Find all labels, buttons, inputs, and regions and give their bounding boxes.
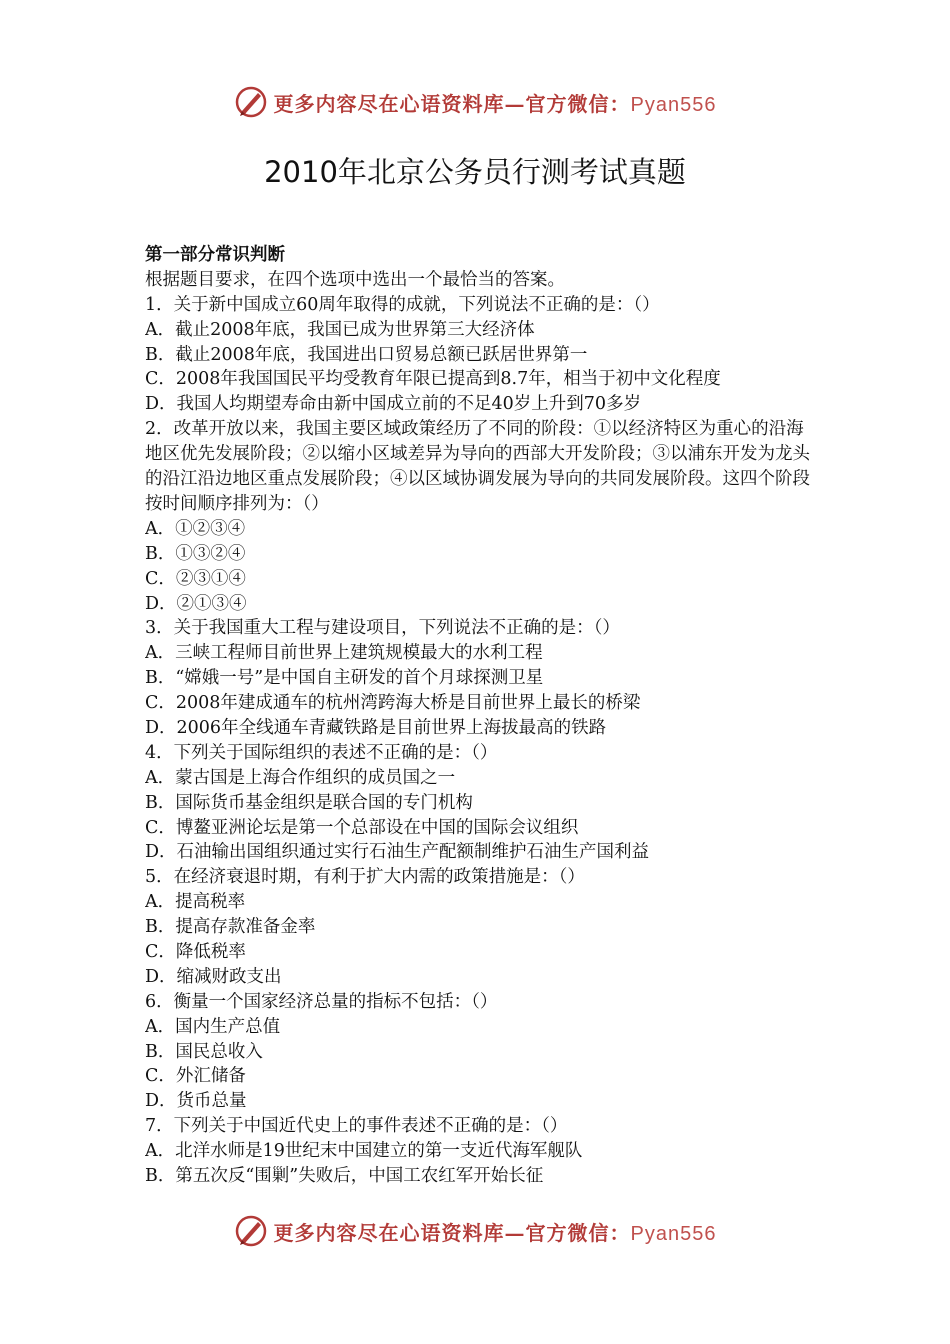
- option: C．2008年我国国民平均受教育年限已提高到8.7年，相当于初中文化程度: [145, 369, 721, 390]
- question-stem: 5．在经济衰退时期，有利于扩大内需的政策措施是：（）: [145, 867, 585, 888]
- option: C．降低税率: [145, 942, 246, 962]
- option: C．②③①④: [145, 568, 246, 589]
- option: D．货币总量: [145, 1091, 247, 1112]
- footer-banner: [0, 1211, 950, 1251]
- option: C．博鳌亚洲论坛是第一个总部设在中国的国际会议组织: [145, 817, 579, 838]
- banner-wechat-id: Pyan556: [630, 1222, 717, 1245]
- option: B．“嫦娥一号”是中国自主研发的首个月球探测卫星: [145, 668, 544, 689]
- page-title: 2010年北京公务员行测考试真题: [264, 155, 686, 189]
- question-stem: 7．下列关于中国近代史上的事件表述不正确的是：（）: [145, 1116, 568, 1137]
- question-6: [145, 990, 810, 1114]
- option: B．①③②④: [145, 543, 246, 564]
- section-heading: 第一部分常识判断: [145, 245, 285, 265]
- option: A．提高税率: [145, 892, 246, 913]
- option: A．①②③④: [145, 518, 246, 539]
- option: A．截止2008年底，我国已成为世界第三大经济体: [145, 319, 535, 340]
- option: A．三峡工程师目前世界上建筑规模最大的水利工程: [145, 643, 543, 664]
- option: B．截止2008年底，我国进出口贸易总额已跃居世界第一: [145, 344, 588, 365]
- banner-text: 更多内容尽在心语资料库—官方微信：Pyan556: [273, 1220, 717, 1245]
- option: B．第五次反“围剿”失败后，中国工农红军开始长征: [145, 1166, 544, 1187]
- banner-text: 更多内容尽在心语资料库—官方微信：Pyan556: [273, 91, 717, 116]
- question-7: [145, 1114, 810, 1189]
- option: A．蒙古国是上海合作组织的成员国之一: [145, 767, 456, 788]
- option: D．②①③④: [145, 593, 247, 614]
- option: D．缩减财政支出: [145, 966, 282, 987]
- header-banner: [0, 82, 950, 122]
- banner-wechat-id: Pyan556: [630, 93, 717, 116]
- option: D．石油输出国组织通过实行石油生产配额制维护石油生产国利益: [145, 842, 650, 863]
- question-stem: 6．衡量一个国家经济总量的指标不包括：（）: [145, 991, 498, 1012]
- option: A．北洋水师是19世纪末中国建立的第一支近代海军舰队: [145, 1141, 583, 1162]
- option: B．国民总收入: [145, 1041, 263, 1062]
- pen-logo-icon: [234, 1214, 268, 1248]
- option: D．2006年全线通车青藏铁路是目前世界上海拔最高的铁路: [145, 717, 607, 738]
- question-1: [145, 293, 810, 417]
- question-3: [145, 616, 810, 740]
- option: B．国际货币基金组织是联合国的专门机构: [145, 792, 473, 813]
- question-stem: 4．下列关于国际组织的表述不正确的是：（）: [145, 742, 498, 763]
- option: C．2008年建成通车的杭州湾跨海大桥是目前世界上最长的桥梁: [145, 693, 641, 714]
- question-stem: 2．改革开放以来，我国主要区域政策经历了不同的阶段：①以经济特区为重心的沿海地区优先发展阶段；②以缩小区域差异为导向的西部大开发阶段；③以浦东开发为龙头的沿江沿边地区重点发展阶段；④以区域协调发展为导向的共同发展阶段。这四个阶段按时间顺序排列为：（）: [145, 419, 810, 514]
- option: D．我国人均期望寿命由新中国成立前的不足40岁上升到70多岁: [145, 394, 642, 415]
- section-instruction: 根据题目要求，在四个选项中选出一个最恰当的答案。: [145, 269, 565, 290]
- pen-logo-icon: [234, 85, 268, 119]
- option: A．国内生产总值: [145, 1016, 281, 1037]
- question-4: [145, 741, 810, 865]
- option: C．外汇储备: [145, 1066, 246, 1087]
- question-5: [145, 865, 810, 989]
- document-body: [145, 243, 810, 1189]
- question-stem: 3．关于我国重大工程与建设项目，下列说法不正确的是：（）: [145, 618, 620, 639]
- question-2: [145, 417, 810, 616]
- question-stem: 1．关于新中国成立60周年取得的成就，下列说法不正确的是：（）: [145, 294, 660, 315]
- option: B．提高存款准备金率: [145, 917, 316, 938]
